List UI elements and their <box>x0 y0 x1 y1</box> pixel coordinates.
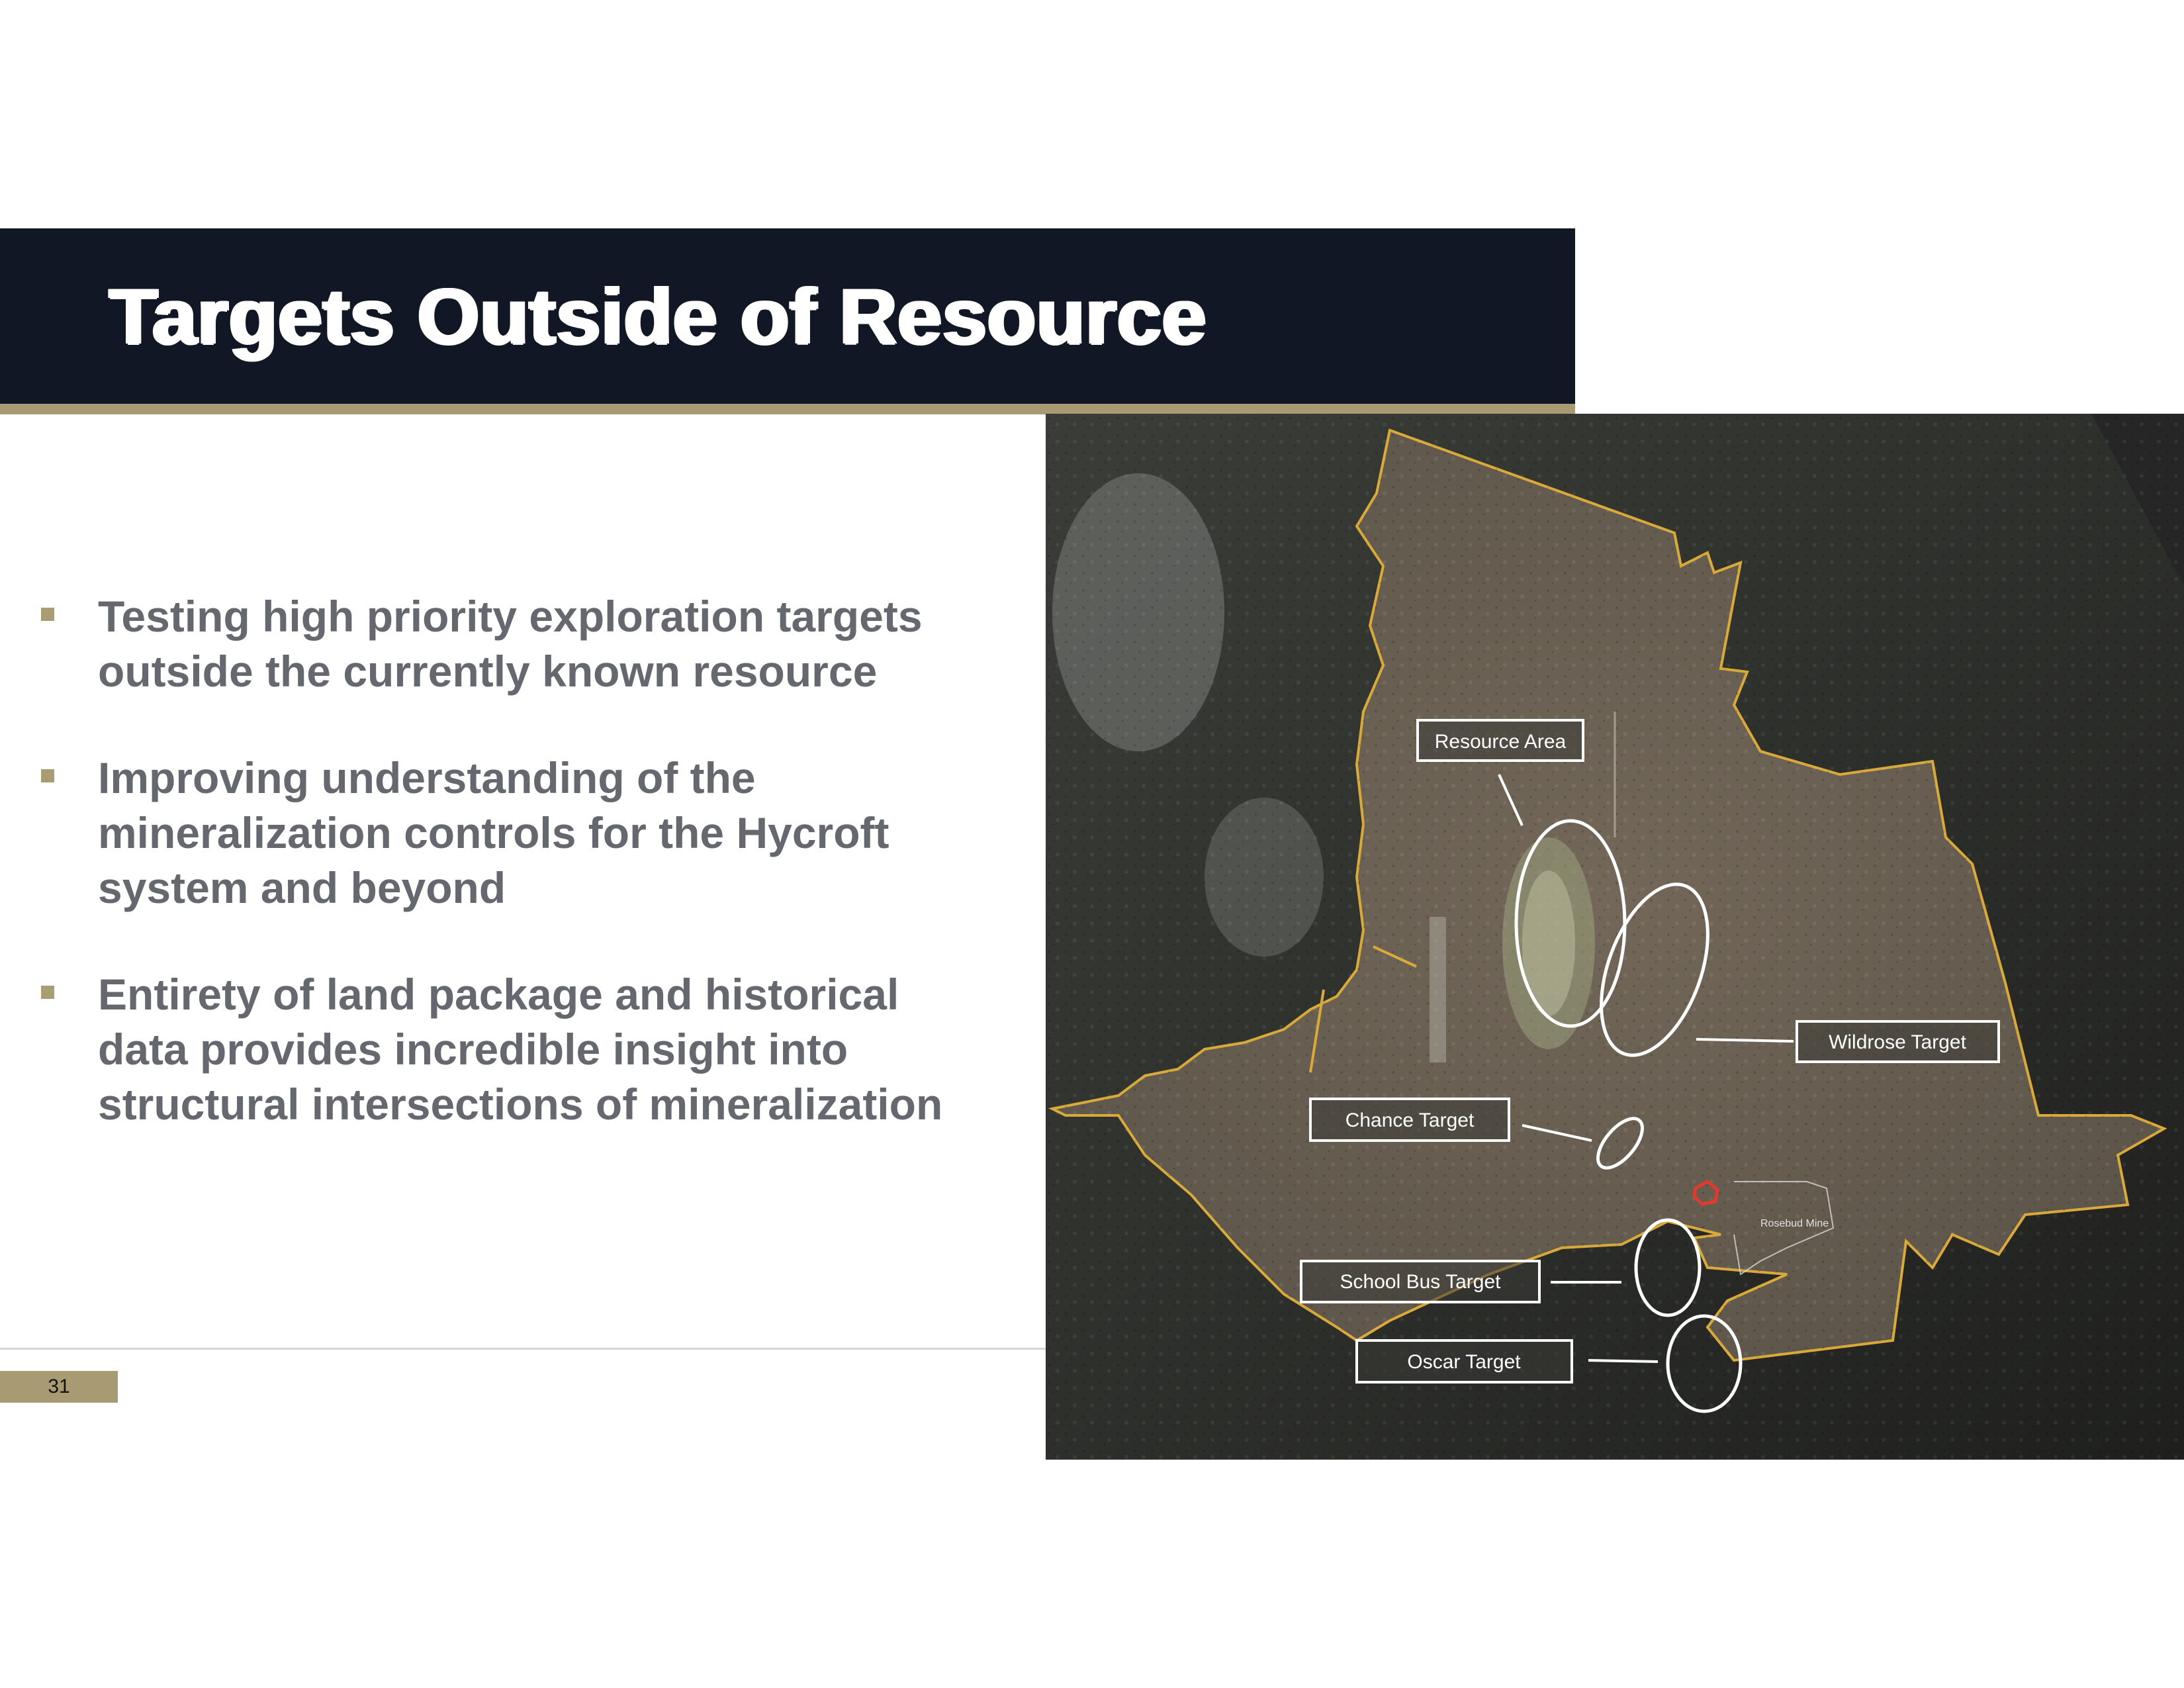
slide-title: Targets Outside of Resource <box>109 272 1207 361</box>
chance-target-label-text: Chance Target <box>1345 1109 1475 1131</box>
resource-area-label-text: Resource Area <box>1434 731 1567 753</box>
bullet-line: data provides incredible insight into <box>98 1025 848 1074</box>
rosebud-mine-label: Rosebud Mine <box>1760 1218 1829 1229</box>
oscar-target-label <box>1357 1340 1572 1382</box>
leach-pad <box>1430 917 1446 1062</box>
bullet-item <box>38 751 1031 915</box>
oscar-target-leader <box>1588 1360 1658 1362</box>
title-accent-rule <box>0 404 1575 414</box>
bullet-line: Entirety of land package and historical <box>98 970 899 1019</box>
square-bullet-icon <box>41 769 54 782</box>
bullet-item <box>38 589 1031 699</box>
oscar-target-label-text: Oscar Target <box>1407 1351 1521 1373</box>
page-number: 31 <box>0 1371 118 1403</box>
wildrose-target-label-text: Wildrose Target <box>1829 1031 1966 1053</box>
bullet-line: outside the currently known resource <box>98 647 878 696</box>
square-bullet-icon <box>41 986 54 999</box>
bullet-list <box>38 589 1031 1184</box>
bullet-line: structural intersections of mineralization <box>98 1080 943 1129</box>
school-bus-target-label <box>1301 1261 1539 1302</box>
map-svg <box>1046 414 2184 1460</box>
resource-area-label <box>1418 720 1583 761</box>
bullet-line: system and beyond <box>98 863 506 912</box>
bullet-line: mineralization controls for the Hycroft <box>98 808 889 857</box>
bullet-line: Improving understanding of the <box>98 753 756 802</box>
footer-rule <box>0 1348 1046 1350</box>
bullet-item <box>38 967 1031 1132</box>
bullet-line: Testing high priority exploration targets <box>98 592 923 641</box>
school-bus-target-label-text: School Bus Target <box>1340 1271 1501 1293</box>
satellite-map <box>1046 414 2184 1460</box>
wildrose-target-label <box>1797 1021 1999 1062</box>
chance-target-label <box>1310 1099 1509 1141</box>
square-bullet-icon <box>41 608 54 621</box>
